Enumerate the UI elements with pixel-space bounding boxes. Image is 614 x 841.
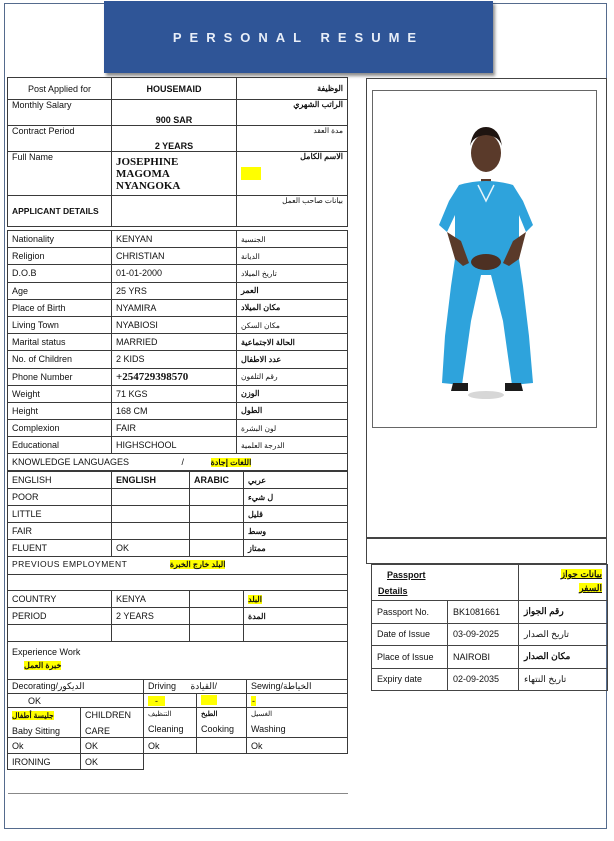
applicant-row bbox=[8, 196, 348, 227]
children-value: OK bbox=[81, 738, 144, 754]
detail-value: +254729398570 bbox=[112, 368, 237, 385]
contract-value: 2 YEARS bbox=[112, 126, 237, 152]
detail-label: Weight bbox=[8, 385, 112, 402]
languages-sep: / bbox=[181, 457, 185, 468]
highlight-box bbox=[201, 695, 217, 705]
contract-ar: مدة العقد bbox=[237, 126, 348, 152]
detail-row bbox=[8, 351, 348, 368]
shadow-shape bbox=[468, 391, 504, 399]
salary-label: Monthly Salary bbox=[8, 100, 112, 126]
salary-row bbox=[8, 100, 348, 126]
name-value bbox=[112, 152, 237, 196]
experience-table bbox=[7, 641, 348, 770]
passport-ar: رقم الجواز bbox=[519, 601, 608, 624]
passport-row bbox=[372, 601, 608, 624]
country-ar: البلد bbox=[248, 594, 262, 604]
passport-row bbox=[372, 646, 608, 669]
name-line: NYANGOKA bbox=[116, 179, 181, 192]
passport-rows bbox=[372, 601, 608, 691]
babysitting-ar: جليسة أطفال bbox=[12, 711, 54, 720]
cleaning-value: Ok bbox=[144, 738, 197, 754]
detail-label: Complexion bbox=[8, 420, 112, 437]
detail-row bbox=[8, 420, 348, 437]
cooking-label: Cooking bbox=[201, 724, 235, 734]
language-level-row bbox=[8, 506, 348, 523]
passport-label: Passport No. bbox=[372, 601, 448, 624]
experience-header: Experience Work bbox=[12, 647, 81, 657]
detail-value: CHRISTIAN bbox=[112, 248, 237, 265]
highlight-box bbox=[241, 167, 261, 180]
passport-spacer bbox=[366, 538, 607, 564]
name-ar-cell bbox=[237, 152, 348, 196]
detail-value: KENYAN bbox=[112, 231, 237, 248]
passport-header-ar-1: بيانات جواز bbox=[560, 569, 603, 579]
detail-value: 01-01-2000 bbox=[112, 265, 237, 282]
detail-label: Age bbox=[8, 282, 112, 299]
detail-row bbox=[8, 385, 348, 402]
detail-row bbox=[8, 316, 348, 333]
contract-label: Contract Period bbox=[8, 126, 112, 152]
passport-label: Expiry date bbox=[372, 668, 448, 691]
experience-row-4 bbox=[8, 738, 348, 754]
detail-value: MARRIED bbox=[112, 334, 237, 351]
period-label: PERIOD bbox=[8, 608, 112, 625]
babysitting-value: Ok bbox=[8, 738, 81, 754]
page-title: PERSONAL RESUME bbox=[172, 29, 425, 45]
detail-ar: رقم التلفون bbox=[237, 368, 348, 385]
cooking-value bbox=[197, 738, 247, 754]
ironing-label: IRONING bbox=[8, 754, 81, 770]
language-arabic-value bbox=[190, 540, 244, 557]
post-value: HOUSEMAID bbox=[112, 78, 237, 100]
country-value: KENYA bbox=[112, 591, 190, 608]
language-english-value bbox=[112, 523, 190, 540]
passport-value: 02-09-2035 bbox=[448, 668, 519, 691]
employment-header-row bbox=[8, 557, 348, 575]
resume-table bbox=[7, 77, 348, 471]
language-english-value bbox=[112, 489, 190, 506]
detail-row bbox=[8, 282, 348, 299]
period-value: 2 YEARS bbox=[112, 608, 190, 625]
detail-value: HIGHSCHOOL bbox=[112, 437, 237, 454]
detail-label: Religion bbox=[8, 248, 112, 265]
name-line: MAGOMA bbox=[116, 167, 170, 180]
detail-ar: العمر bbox=[237, 282, 348, 299]
name-line: JOSEPHINE bbox=[116, 155, 179, 168]
detail-value: 2 KIDS bbox=[112, 351, 237, 368]
period-row bbox=[8, 608, 348, 625]
passport-value: BK1081661 bbox=[448, 601, 519, 624]
cleaning-ar: التنظيف bbox=[148, 711, 172, 718]
passport-label: Place of Issue bbox=[372, 646, 448, 669]
title-banner bbox=[104, 1, 493, 73]
detail-row bbox=[8, 265, 348, 282]
passport-table bbox=[371, 564, 608, 691]
detail-label: Phone Number bbox=[8, 368, 112, 385]
language-level-ar: ممتاز bbox=[244, 540, 348, 557]
detail-label: Educational bbox=[8, 437, 112, 454]
language-level-label: FLUENT bbox=[8, 540, 112, 557]
children-label-1: CHILDREN bbox=[85, 710, 132, 720]
salary-ar: الراتب الشهري bbox=[237, 100, 348, 126]
language-level-ar: وسط bbox=[244, 523, 348, 540]
experience-row-2 bbox=[8, 694, 348, 708]
decorating-label: Decorating/الديكور bbox=[8, 680, 144, 694]
washing-ar: الغسيل bbox=[251, 711, 273, 718]
language-english-value: OK bbox=[112, 540, 190, 557]
language-level-row bbox=[8, 523, 348, 540]
language-english-value bbox=[112, 506, 190, 523]
detail-ar: الطول bbox=[237, 402, 348, 419]
passport-value: 03-09-2025 bbox=[448, 623, 519, 646]
detail-row bbox=[8, 368, 348, 385]
detail-ar: الدرجة العلمية bbox=[237, 437, 348, 454]
lang-col-1: ENGLISH bbox=[8, 472, 112, 489]
detail-ar: لون البشرة bbox=[237, 420, 348, 437]
salary-value: 900 SAR bbox=[112, 100, 237, 126]
language-level-label: FAIR bbox=[8, 523, 112, 540]
shoe-shape bbox=[451, 383, 468, 391]
name-label: Full Name bbox=[8, 152, 112, 196]
passport-value: NAIROBI bbox=[448, 646, 519, 669]
details-list bbox=[8, 231, 348, 454]
experience-row-5 bbox=[8, 754, 348, 770]
languages-header: KNOWLEDGE LANGUAGES bbox=[12, 457, 130, 468]
experience-header-ar: خبرة العمل bbox=[24, 661, 62, 670]
ironing-value: OK bbox=[81, 754, 144, 770]
hands-shape bbox=[471, 254, 501, 270]
washing-label: Washing bbox=[251, 724, 286, 734]
language-arabic-value bbox=[190, 489, 244, 506]
decorating-value: OK bbox=[8, 694, 144, 708]
uniform-shape bbox=[439, 181, 533, 385]
period-ar: المدة bbox=[244, 608, 348, 625]
detail-row bbox=[8, 334, 348, 351]
sewing-label: Sewing/الخياطة bbox=[247, 680, 348, 694]
languages-header-ar: اللغات إجادة bbox=[210, 458, 252, 468]
post-label: Post Applied for bbox=[8, 78, 112, 100]
detail-row bbox=[8, 402, 348, 419]
detail-ar: تاريخ الميلاد bbox=[237, 265, 348, 282]
detail-ar: الحالة الاجتماعية bbox=[237, 334, 348, 351]
detail-row bbox=[8, 299, 348, 316]
applicant-photo-figure bbox=[373, 91, 596, 427]
detail-ar: الجنسية bbox=[237, 231, 348, 248]
applicant-label: APPLICANT DETAILS bbox=[8, 196, 112, 227]
detail-ar: الديانة bbox=[237, 248, 348, 265]
detail-ar: مكان السكن bbox=[237, 316, 348, 333]
detail-row bbox=[8, 248, 348, 265]
sewing-mark: - bbox=[252, 695, 255, 706]
passport-row bbox=[372, 668, 608, 691]
employment-header: PREVIOUS EMPLOYMENT bbox=[12, 559, 128, 569]
detail-value: 25 YRS bbox=[112, 282, 237, 299]
detail-value: 71 KGS bbox=[112, 385, 237, 402]
detail-label: D.O.B bbox=[8, 265, 112, 282]
detail-ar: عدد الاطفال bbox=[237, 351, 348, 368]
name-ar: الاسم الكامل bbox=[300, 152, 343, 161]
cooking-ar: الطبخ bbox=[201, 711, 218, 718]
country-row bbox=[8, 591, 348, 608]
passport-header-2: Details bbox=[378, 586, 408, 596]
detail-value: 168 CM bbox=[112, 402, 237, 419]
shoe-shape bbox=[505, 383, 523, 391]
language-level-label: POOR bbox=[8, 489, 112, 506]
applicant-photo bbox=[372, 90, 597, 428]
detail-row bbox=[8, 437, 348, 454]
lang-col-english: ENGLISH bbox=[112, 472, 190, 489]
passport-ar: تاريخ الصدار bbox=[519, 623, 608, 646]
detail-label: Living Town bbox=[8, 316, 112, 333]
passport-header-row bbox=[372, 565, 608, 601]
country-label: COUNTRY bbox=[8, 591, 112, 608]
children-label-2: CARE bbox=[85, 726, 111, 736]
language-levels bbox=[8, 489, 348, 557]
washing-value: Ok bbox=[247, 738, 348, 754]
skills-table bbox=[7, 471, 348, 642]
passport-ar: تاريخ النتهاء bbox=[519, 668, 608, 691]
cleaning-label: Cleaning bbox=[148, 724, 184, 734]
contract-row bbox=[8, 126, 348, 152]
language-level-label: LITTLE bbox=[8, 506, 112, 523]
experience-row-1 bbox=[8, 680, 348, 694]
language-level-ar: ل شيء bbox=[244, 489, 348, 506]
language-level-row bbox=[8, 540, 348, 557]
languages-header-row bbox=[8, 454, 348, 471]
detail-value: FAIR bbox=[112, 420, 237, 437]
post-row bbox=[8, 78, 348, 100]
passport-header-1: Passport bbox=[387, 570, 426, 580]
detail-ar: الوزن bbox=[237, 385, 348, 402]
employment-header-ar: البلد خارج الخبرة bbox=[169, 560, 226, 569]
language-arabic-value bbox=[190, 506, 244, 523]
detail-label: Nationality bbox=[8, 231, 112, 248]
detail-ar: مكان الميلاد bbox=[237, 299, 348, 316]
experience-row-3 bbox=[8, 708, 348, 738]
driving-mark: - bbox=[148, 696, 165, 706]
detail-value: NYAMIRA bbox=[112, 299, 237, 316]
lang-col-ar: عربي bbox=[244, 472, 348, 489]
detail-label: Place of Birth bbox=[8, 299, 112, 316]
language-level-ar: قليل bbox=[244, 506, 348, 523]
babysitting-label: Baby Sitting bbox=[12, 726, 61, 736]
experience-header-row bbox=[8, 642, 348, 680]
detail-label: No. of Children bbox=[8, 351, 112, 368]
detail-label: Height bbox=[8, 402, 112, 419]
language-arabic-value bbox=[190, 523, 244, 540]
applicant-ar: بيانات صاحب العمل bbox=[237, 196, 348, 227]
post-ar: الوظيفة bbox=[237, 78, 348, 100]
driving-ar: القيادة/ bbox=[190, 681, 218, 691]
passport-header-ar-2: السفر bbox=[579, 583, 603, 593]
face-shape bbox=[471, 134, 501, 172]
name-row bbox=[8, 152, 348, 196]
lang-col-arabic: ARABIC bbox=[190, 472, 244, 489]
detail-value: NYABIOSI bbox=[112, 316, 237, 333]
language-level-row bbox=[8, 489, 348, 506]
detail-label: Marital status bbox=[8, 334, 112, 351]
lang-head-row bbox=[8, 472, 348, 489]
passport-row bbox=[372, 623, 608, 646]
passport-ar: مكان الصدار bbox=[519, 646, 608, 669]
detail-row bbox=[8, 231, 348, 248]
passport-label: Date of Issue bbox=[372, 623, 448, 646]
driving-label: Driving bbox=[148, 681, 177, 691]
